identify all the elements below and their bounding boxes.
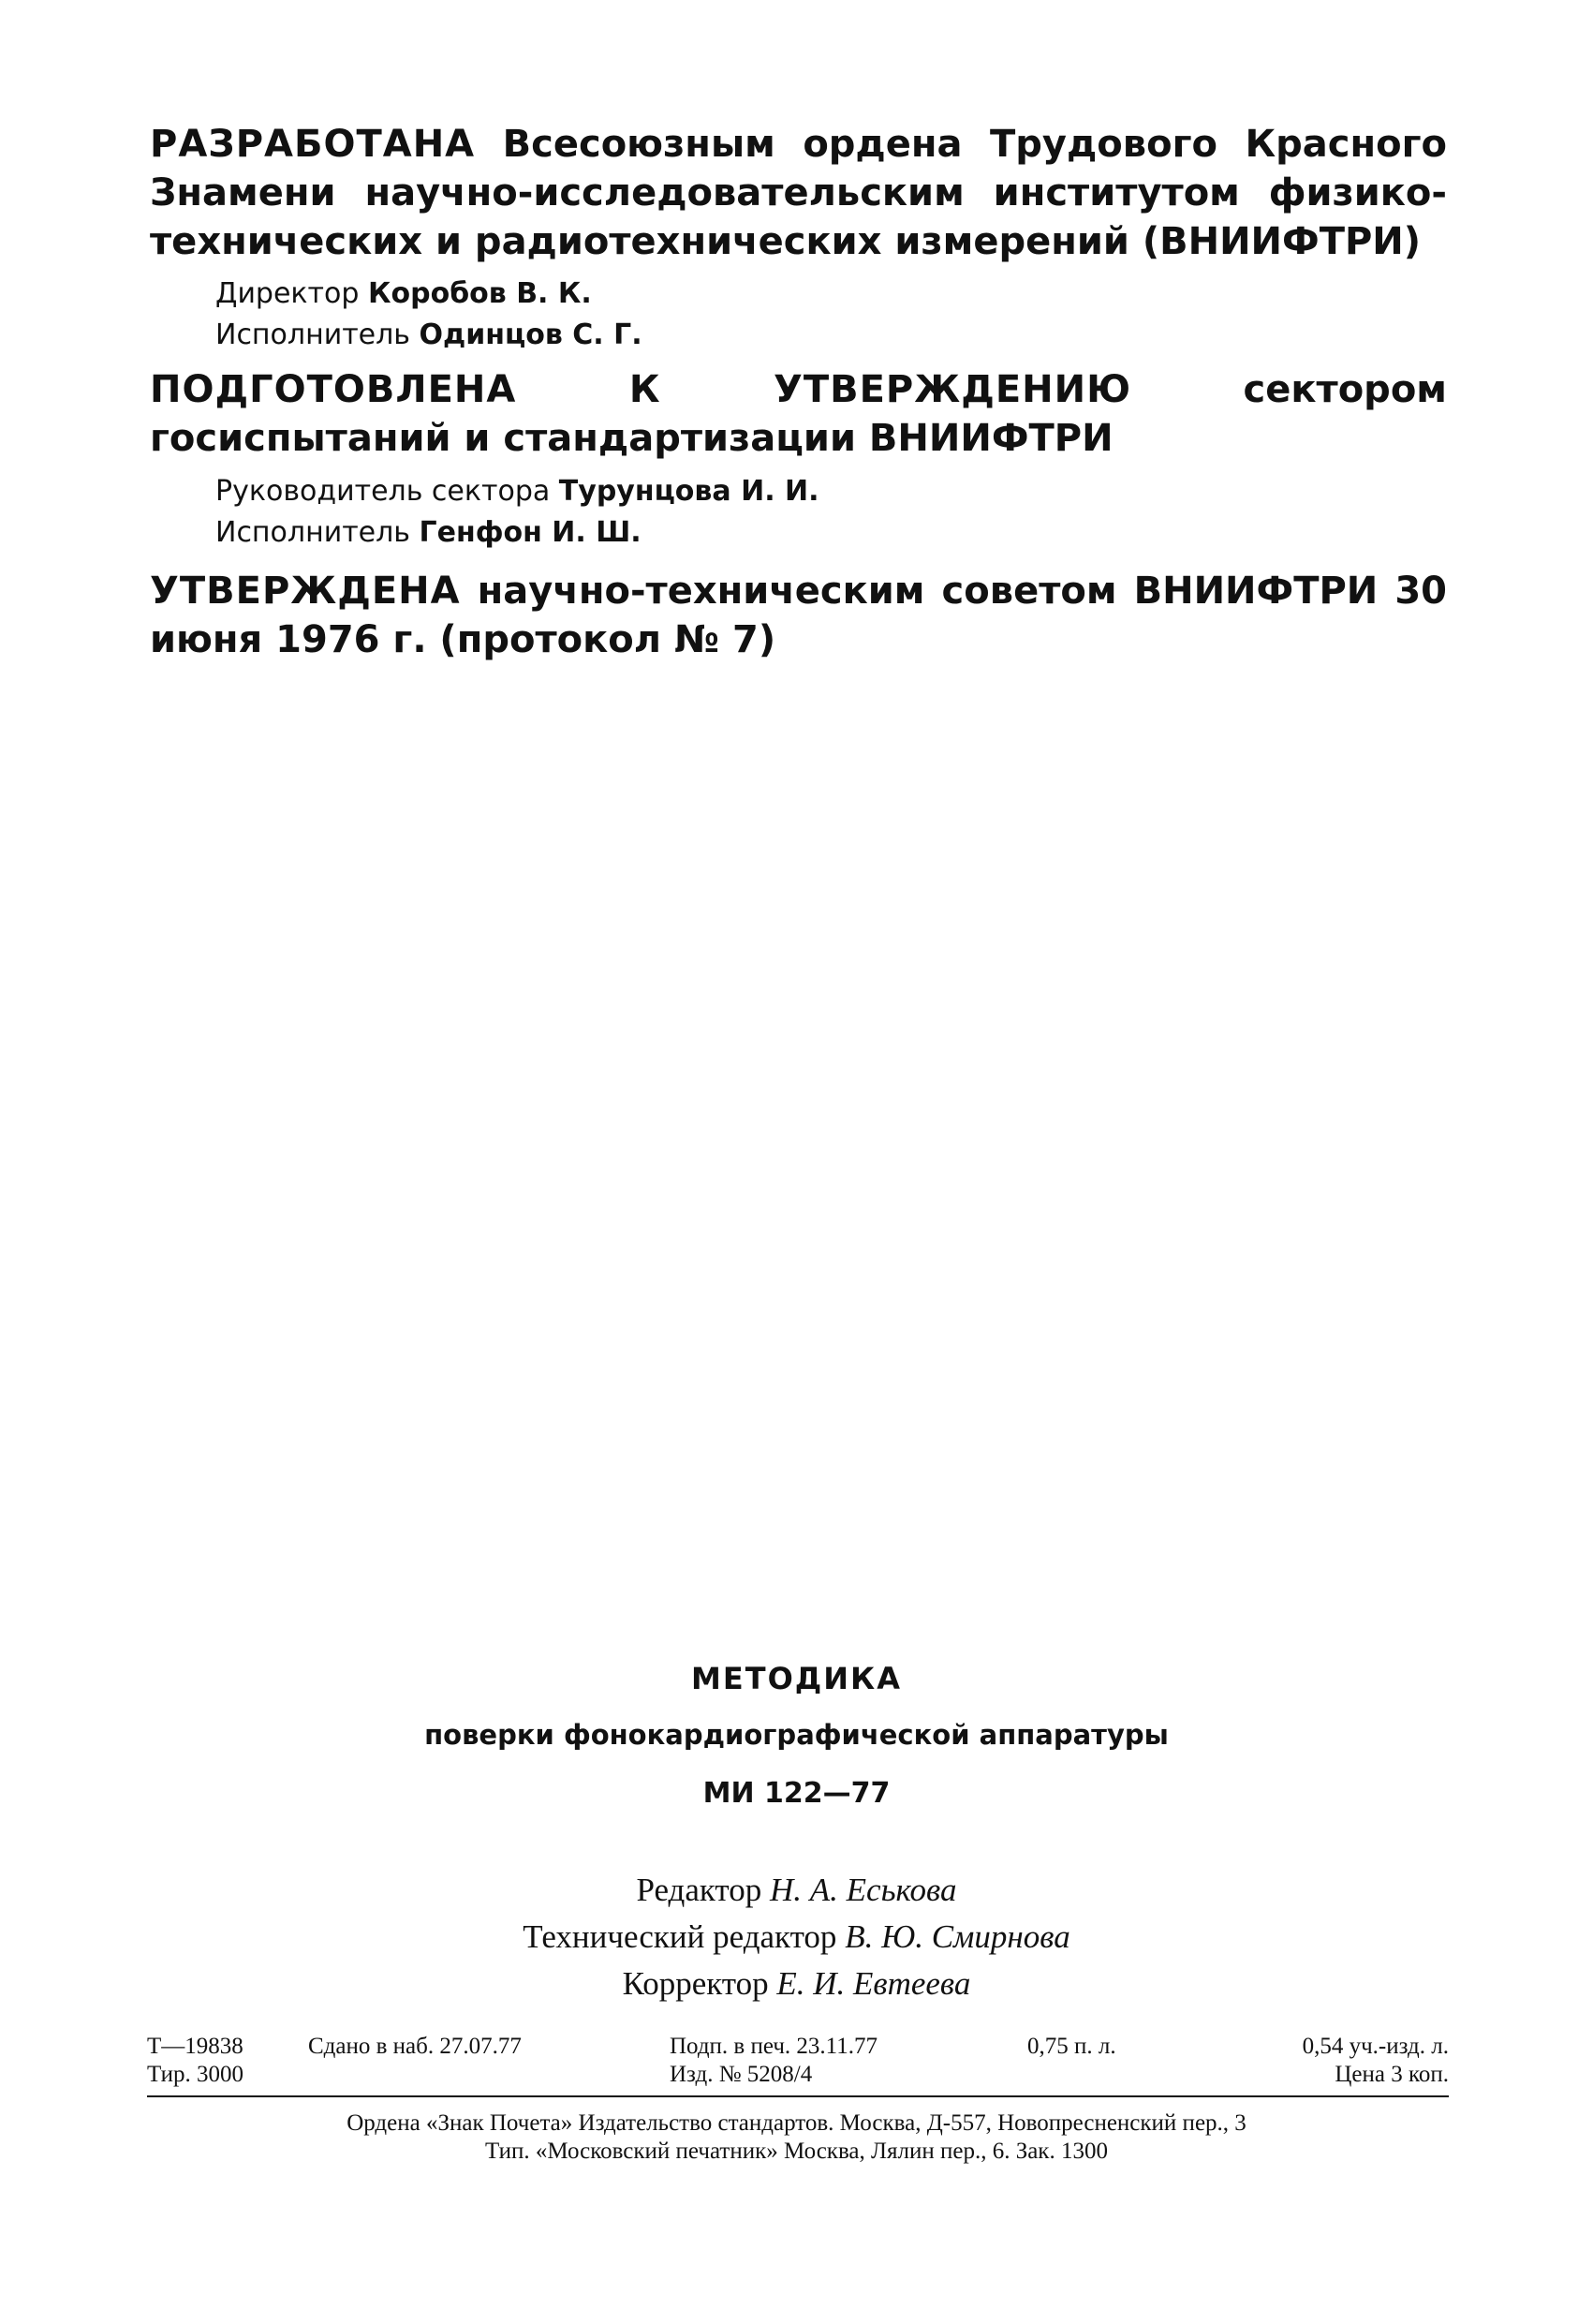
- staff-line: [215, 315, 642, 356]
- approved-text: научно-техническим советом ВНИИФТРИ 30 июня 1976 г. (протокол № 7): [150, 570, 1447, 661]
- editor-line: [0, 1867, 1593, 1914]
- editor-role: Корректор: [622, 1965, 769, 2002]
- divider-line: [147, 2095, 1449, 2097]
- editor-line: [0, 1961, 1593, 2007]
- doc-heading: МЕТОДИКА: [691, 1661, 902, 1696]
- staff-line: [215, 512, 819, 554]
- editors-list: [0, 1867, 1593, 2007]
- developed-staff: [215, 274, 642, 356]
- prepared-text: сектором госиспытаний и стандартизации ВНИИФТРИ: [150, 368, 1447, 460]
- imprint-edition: Изд. № 5208/4: [670, 2062, 813, 2087]
- staff-role: Директор: [215, 277, 360, 310]
- prepared-lead: ПОДГОТОВЛЕНА К УТВЕРЖДЕНИЮ: [150, 368, 1132, 411]
- editor-role: Технический редактор: [523, 1918, 837, 1955]
- doc-subtitle: поверки фонокардиографической аппаратуры: [424, 1719, 1169, 1751]
- approved-lead: УТВЕРЖДЕНА: [150, 570, 461, 613]
- imprint-signed: Подп. в печ. 23.11.77: [670, 2034, 878, 2059]
- imprint-price: Цена 3 коп.: [1335, 2062, 1449, 2087]
- developed-text: Всесоюзным ордена Трудового Красного Знамени научно-исследовательским институтом физико-технических и радиотехнических измерений (ВНИИФТРИ): [150, 123, 1447, 263]
- staff-name: Генфон И. Ш.: [419, 516, 642, 549]
- editor-name: Н. А. Еськова: [770, 1872, 957, 1908]
- staff-role: Исполнитель: [215, 318, 410, 351]
- imprint-row: [147, 2061, 1449, 2089]
- staff-role: Исполнитель: [215, 516, 410, 549]
- editor-name: В. Ю. Смирнова: [845, 1918, 1070, 1955]
- prepared-staff: [215, 471, 819, 554]
- editor-line: [0, 1914, 1593, 1961]
- staff-name: Турунцова И. И.: [558, 475, 819, 508]
- prepared-paragraph: [150, 365, 1447, 463]
- imprint-order: Т—19838: [147, 2034, 243, 2059]
- staff-role: Руководитель сектора: [215, 475, 551, 508]
- publisher-line-2: Тип. «Московский печатник» Москва, Лялин пер., 6. Зак. 1300: [485, 2139, 1108, 2164]
- publisher-line-1: Ордена «Знак Почета» Издательство стандартов. Москва, Д-557, Новопресненский пер., 3: [347, 2110, 1246, 2136]
- developed-lead: РАЗРАБОТАНА: [150, 123, 476, 166]
- staff-name: Одинцов С. Г.: [419, 318, 642, 351]
- doc-code: МИ 122—77: [702, 1777, 891, 1810]
- staff-line: [215, 274, 642, 315]
- editor-name: Е. И. Евтеева: [776, 1965, 971, 2002]
- imprint-circulation: Тир. 3000: [147, 2062, 244, 2087]
- developed-paragraph: [150, 120, 1447, 266]
- imprint-sheets: 0,75 п. л.: [1027, 2034, 1116, 2059]
- approved-paragraph: [150, 567, 1447, 664]
- imprint-pub-sheets: 0,54 уч.-изд. л.: [1302, 2034, 1449, 2059]
- imprint-submitted: Сдано в наб. 27.07.77: [308, 2034, 522, 2059]
- imprint-block: [147, 2033, 1449, 2089]
- staff-name: Коробов В. К.: [367, 277, 592, 310]
- editor-role: Редактор: [636, 1872, 762, 1908]
- staff-line: [215, 471, 819, 512]
- imprint-row: [147, 2033, 1449, 2061]
- publisher-block: [0, 2109, 1593, 2166]
